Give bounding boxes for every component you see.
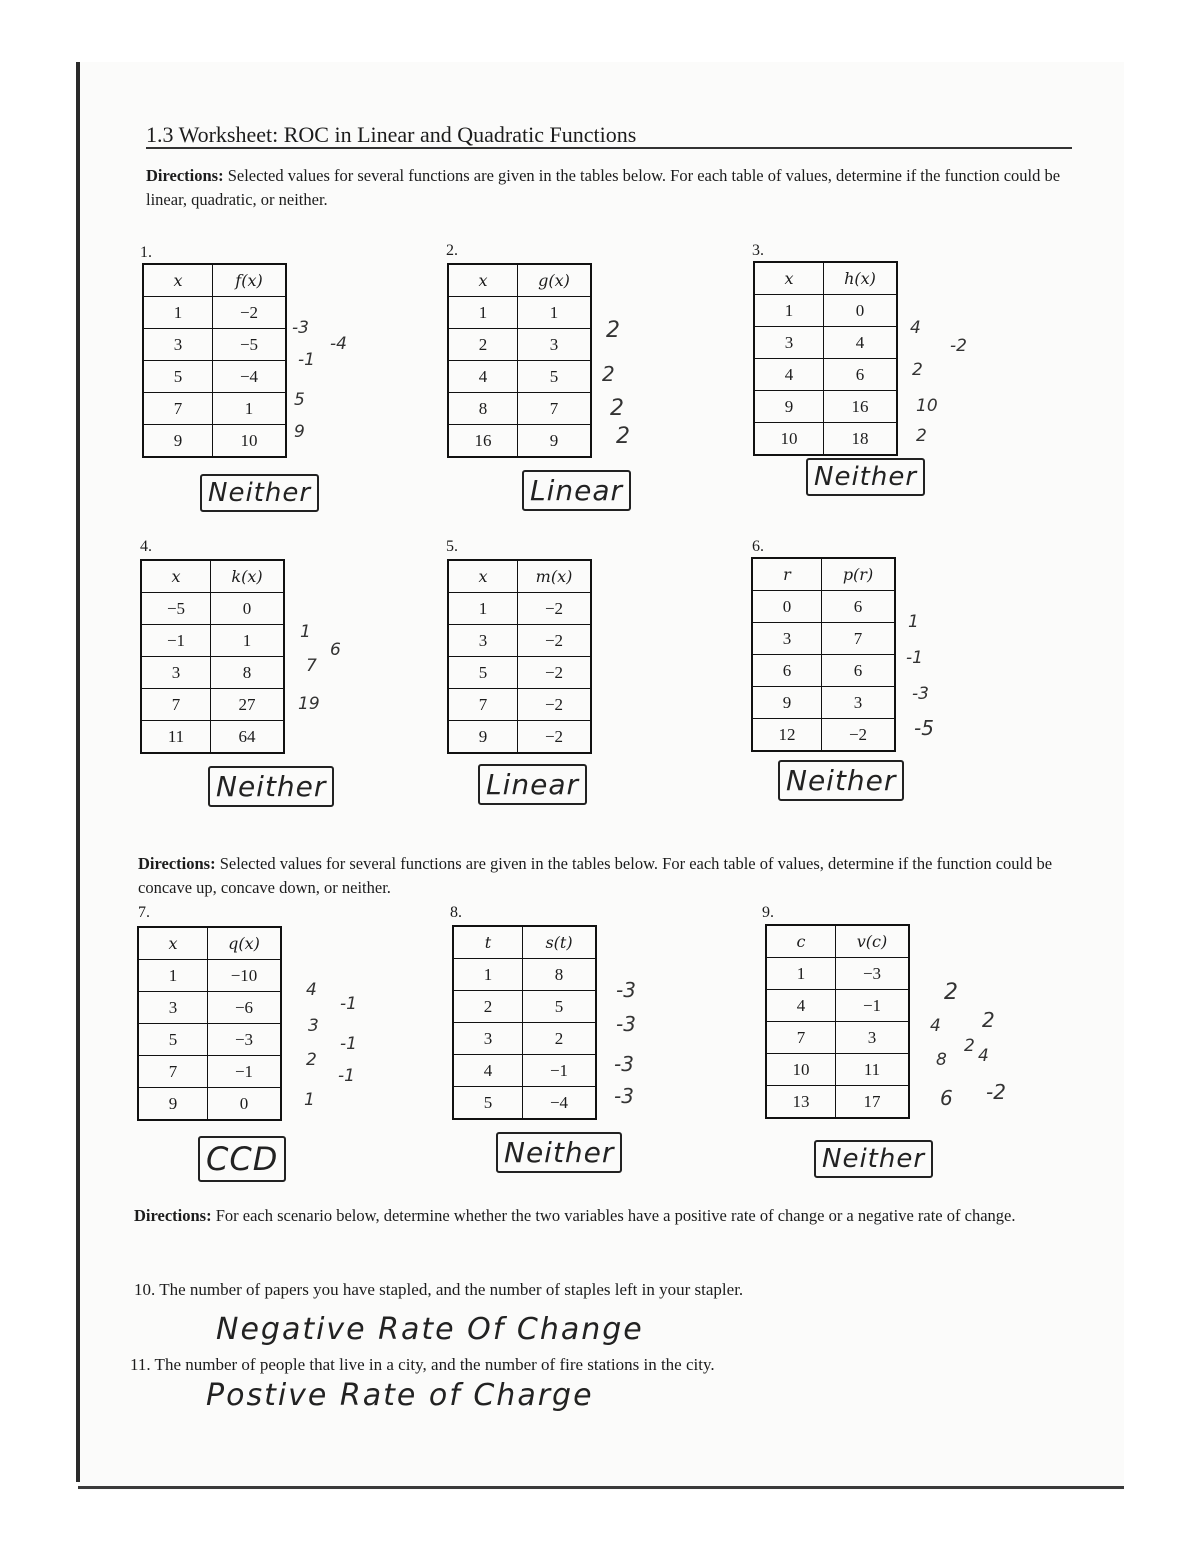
table-cell: 4 [448, 361, 518, 393]
answer-box-8: Neither [496, 1132, 622, 1173]
directions-1 [146, 164, 1076, 212]
handwritten-difference: -1 [338, 1066, 355, 1086]
handwritten-difference: 6 [940, 1086, 953, 1110]
table-cell: −4 [523, 1087, 597, 1120]
handwritten-difference: 7 [306, 656, 317, 676]
table-cell: 16 [448, 425, 518, 458]
values-table-3 [753, 261, 898, 456]
page-shadow-bottom [78, 1486, 1124, 1489]
table-cell: 1 [138, 960, 208, 992]
table-cell: −3 [208, 1024, 282, 1056]
table-cell: −1 [141, 625, 211, 657]
table-cell: 6 [822, 655, 896, 687]
table-cell: 7 [143, 393, 213, 425]
table-cell: 1 [453, 959, 523, 991]
page-title: 1.3 Worksheet: ROC in Linear and Quadratic Functions [146, 122, 637, 147]
table-cell: −4 [213, 361, 287, 393]
table-cell: 7 [766, 1022, 836, 1054]
table-header: x [448, 560, 518, 593]
question-number-8: 8. [450, 904, 462, 921]
scenario-10: 10. The number of papers you have stapled, and the number of staples left in your stapler. [134, 1280, 744, 1299]
table-cell: 2 [448, 329, 518, 361]
table-header: x [754, 262, 824, 295]
handwritten-difference: -1 [906, 648, 923, 668]
table-cell: 18 [824, 423, 898, 456]
table-header: v(c) [836, 925, 910, 958]
table-cell: 1 [448, 297, 518, 329]
table-cell: 3 [518, 329, 592, 361]
table-cell: 3 [141, 657, 211, 689]
handwritten-difference: -1 [298, 350, 315, 370]
values-table-9 [765, 924, 910, 1119]
question-number-7: 7. [138, 904, 150, 921]
answer-box-9: Neither [814, 1140, 933, 1178]
handwritten-difference: 2 [616, 424, 630, 449]
table-header: x [143, 264, 213, 297]
handwritten-difference: -4 [330, 334, 347, 354]
table-cell: 7 [141, 689, 211, 721]
table-header: g(x) [518, 264, 592, 297]
question-number-6: 6. [752, 538, 764, 555]
table-header: h(x) [824, 262, 898, 295]
table-cell: 2 [523, 1023, 597, 1055]
question-number-5: 5. [446, 538, 458, 555]
values-table-1 [142, 263, 287, 458]
table-cell: 12 [752, 719, 822, 752]
question-number-1: 1. [140, 244, 152, 261]
table-cell: 5 [523, 991, 597, 1023]
handwritten-difference: 1 [300, 622, 311, 642]
table-cell: −2 [822, 719, 896, 752]
table-cell: 1 [766, 958, 836, 990]
values-table-5 [447, 559, 592, 754]
handwritten-difference: 6 [330, 640, 341, 660]
table-cell: −10 [208, 960, 282, 992]
directions-2-text: Selected values for several functions are given in the tables below. For each table of values, determine if the function could be concave up, concave down, or neither. [138, 854, 1053, 897]
handwritten-difference: 2 [916, 426, 927, 446]
handwritten-difference: 4 [910, 318, 921, 338]
answer-box-6: Neither [778, 760, 904, 801]
table-cell: 8 [523, 959, 597, 991]
table-header: p(r) [822, 558, 896, 591]
table-cell: 7 [448, 689, 518, 721]
table-cell: 9 [448, 721, 518, 754]
values-table-4 [140, 559, 285, 754]
table-cell: −6 [208, 992, 282, 1024]
table-cell: −2 [518, 625, 592, 657]
question-number-3: 3. [752, 242, 764, 259]
table-cell: 5 [138, 1024, 208, 1056]
table-cell: −1 [836, 990, 910, 1022]
table-cell: 2 [453, 991, 523, 1023]
table-header: t [453, 926, 523, 959]
answer-box-1: Neither [200, 474, 319, 512]
table-cell: 1 [213, 393, 287, 425]
table-cell: 5 [518, 361, 592, 393]
handwritten-difference: 2 [982, 1008, 995, 1032]
values-table-7 [137, 926, 282, 1121]
handwritten-difference: 5 [294, 390, 305, 410]
table-cell: 0 [824, 295, 898, 327]
handwritten-difference: 2 [602, 362, 615, 386]
table-cell: −1 [523, 1055, 597, 1087]
table-header: x [138, 927, 208, 960]
table-cell: 1 [518, 297, 592, 329]
scenario-11: 11. The number of people that live in a city, and the number of fire stations in the city. [130, 1355, 715, 1374]
table-cell: 6 [824, 359, 898, 391]
directions-3-lead: Directions: [134, 1206, 212, 1225]
table-cell: −2 [518, 593, 592, 625]
handwritten-difference: 10 [916, 396, 938, 416]
handwritten-difference: 19 [298, 694, 320, 714]
table-cell: 6 [752, 655, 822, 687]
directions-1-lead: Directions: [146, 166, 224, 185]
handwritten-difference: -1 [340, 994, 357, 1014]
table-cell: 3 [138, 992, 208, 1024]
table-cell: 5 [448, 657, 518, 689]
question-number-9: 9. [762, 904, 774, 921]
table-cell: 4 [453, 1055, 523, 1087]
table-cell: 6 [822, 591, 896, 623]
answer-box-2: Linear [522, 470, 631, 511]
table-cell: 0 [752, 591, 822, 623]
handwritten-difference: 4 [930, 1016, 941, 1036]
handwritten-difference: 2 [306, 1050, 317, 1070]
handwritten-difference: 1 [304, 1090, 315, 1110]
table-header: m(x) [518, 560, 592, 593]
directions-2-lead: Directions: [138, 854, 216, 873]
table-cell: 10 [754, 423, 824, 456]
answer-box-4: Neither [208, 766, 334, 807]
table-header: r [752, 558, 822, 591]
question-number-2: 2. [446, 242, 458, 259]
table-cell: −1 [208, 1056, 282, 1088]
handwritten-difference: 2 [964, 1036, 975, 1056]
handwritten-difference: -3 [614, 1084, 634, 1108]
table-header: k(x) [211, 560, 285, 593]
table-cell: 3 [752, 623, 822, 655]
table-cell: −2 [518, 689, 592, 721]
handwritten-difference: -3 [292, 318, 309, 338]
handwritten-difference: 8 [936, 1050, 947, 1070]
directions-3-text: For each scenario below, determine whether the two variables have a positive rate of change or a negative rate of change. [215, 1206, 1016, 1225]
title-underline [146, 147, 1072, 149]
table-cell: 5 [453, 1087, 523, 1120]
values-table-2 [447, 263, 592, 458]
handwritten-difference: 2 [944, 980, 958, 1005]
table-cell: 7 [518, 393, 592, 425]
scenario-10-answer: Negative Rate Of Change [216, 1312, 644, 1347]
handwritten-difference: 4 [306, 980, 317, 1000]
handwritten-difference: -2 [986, 1080, 1006, 1104]
page-shadow-left [76, 62, 80, 1482]
table-cell: 13 [766, 1086, 836, 1119]
handwritten-difference: -3 [616, 978, 636, 1002]
table-cell: 0 [208, 1088, 282, 1121]
table-cell: 5 [143, 361, 213, 393]
table-header: c [766, 925, 836, 958]
directions-3 [134, 1204, 1074, 1228]
table-cell: 4 [766, 990, 836, 1022]
answer-box-3: Neither [806, 458, 925, 496]
table-cell: 1 [211, 625, 285, 657]
table-cell: 9 [143, 425, 213, 458]
handwritten-difference: 3 [308, 1016, 319, 1036]
table-cell: −2 [518, 721, 592, 754]
handwritten-difference: -3 [616, 1012, 636, 1036]
scenario-11-answer: Postive Rate of Charge [206, 1378, 594, 1413]
table-cell: 27 [211, 689, 285, 721]
table-cell: −2 [213, 297, 287, 329]
table-cell: 11 [141, 721, 211, 754]
table-cell: 7 [822, 623, 896, 655]
table-header: x [141, 560, 211, 593]
directions-2 [138, 852, 1072, 900]
table-cell: 9 [518, 425, 592, 458]
handwritten-difference: 1 [908, 612, 919, 632]
question-number-4: 4. [140, 538, 152, 555]
table-cell: 7 [138, 1056, 208, 1088]
table-cell: 11 [836, 1054, 910, 1086]
table-cell: 4 [824, 327, 898, 359]
table-cell: 9 [754, 391, 824, 423]
table-cell: 64 [211, 721, 285, 754]
table-cell: 0 [211, 593, 285, 625]
handwritten-difference: 2 [912, 360, 923, 380]
table-header: s(t) [523, 926, 597, 959]
table-cell: 17 [836, 1086, 910, 1119]
handwritten-difference: 9 [294, 422, 305, 442]
table-cell: 3 [822, 687, 896, 719]
table-cell: 3 [836, 1022, 910, 1054]
table-cell: 8 [448, 393, 518, 425]
table-header: x [448, 264, 518, 297]
values-table-6 [751, 557, 896, 752]
table-cell: 4 [754, 359, 824, 391]
table-cell: 8 [211, 657, 285, 689]
table-cell: 3 [143, 329, 213, 361]
table-cell: −5 [141, 593, 211, 625]
table-cell: 1 [754, 295, 824, 327]
handwritten-difference: -3 [614, 1052, 634, 1076]
table-cell: −5 [213, 329, 287, 361]
table-header: q(x) [208, 927, 282, 960]
table-cell: 16 [824, 391, 898, 423]
table-cell: 3 [754, 327, 824, 359]
table-cell: 1 [143, 297, 213, 329]
directions-1-text: Selected values for several functions are given in the tables below. For each table of values, determine if the function could be linear, quadratic, or neither. [146, 166, 1061, 209]
answer-box-7: CCD [198, 1136, 286, 1182]
table-cell: −2 [518, 657, 592, 689]
handwritten-difference: 2 [606, 318, 620, 343]
handwritten-difference: -2 [950, 336, 967, 356]
table-cell: 9 [752, 687, 822, 719]
handwritten-difference: -3 [912, 684, 929, 704]
table-cell: 9 [138, 1088, 208, 1121]
handwritten-difference: -1 [340, 1034, 357, 1054]
handwritten-difference: -5 [914, 716, 934, 740]
table-cell: 10 [213, 425, 287, 458]
table-cell: 3 [448, 625, 518, 657]
table-cell: −3 [836, 958, 910, 990]
table-cell: 10 [766, 1054, 836, 1086]
table-cell: 3 [453, 1023, 523, 1055]
handwritten-difference: 2 [610, 396, 624, 421]
table-header: f(x) [213, 264, 287, 297]
values-table-8 [452, 925, 597, 1120]
handwritten-difference: 4 [978, 1046, 989, 1066]
answer-box-5: Linear [478, 764, 587, 805]
table-cell: 1 [448, 593, 518, 625]
